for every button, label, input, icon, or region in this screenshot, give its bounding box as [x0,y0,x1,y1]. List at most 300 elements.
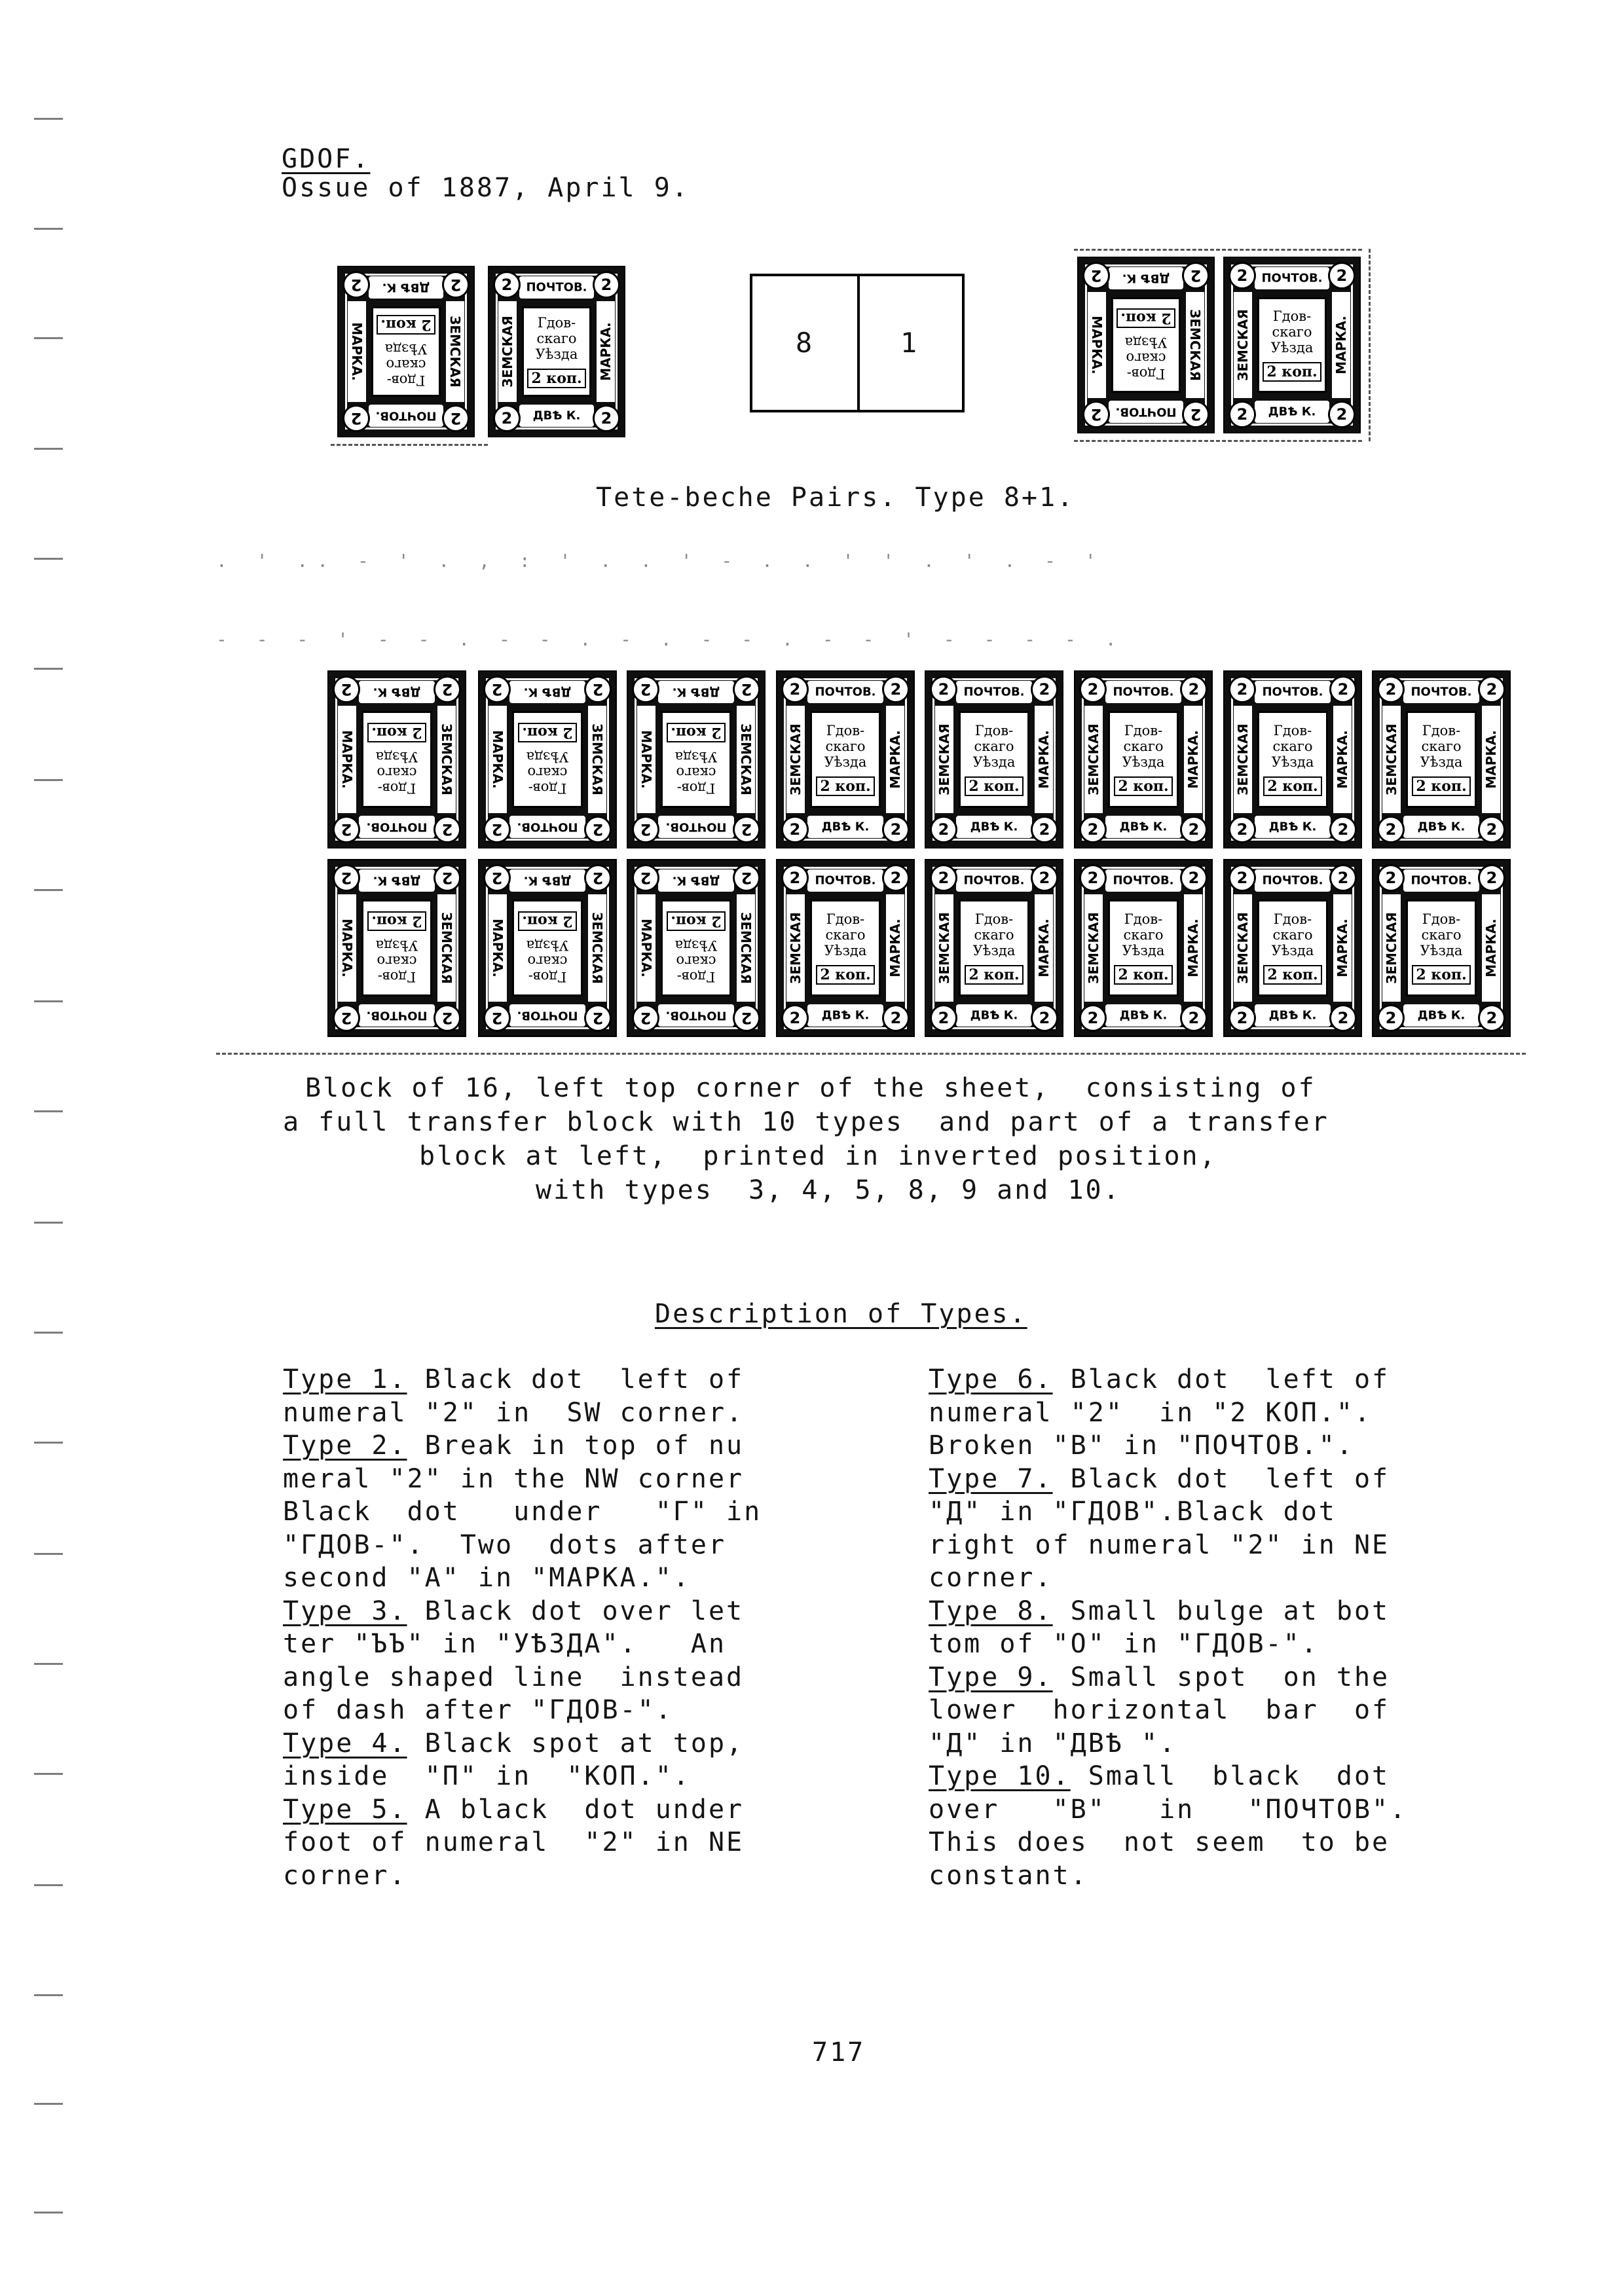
stamp-center-line: Гдов- [528,780,567,796]
stamp-bottom-band [519,405,594,427]
stamp-corner-numeral: 2 [1328,401,1356,428]
stamp-bottom-text: ДВѢ К. [1417,1008,1466,1023]
type-description: Black dot left of [407,1364,745,1394]
stamp-center-line: Уѣзда [1124,335,1168,350]
stamp-top-band [1109,401,1183,423]
stamp-bottom-text: ДВѢ К. [672,873,720,888]
stamp-left-text: ЗЕМСКАЯ [589,912,605,984]
stamp [327,859,466,1037]
stamp-corner-numeral: 2 [1377,864,1405,892]
type-description-line: ter "ЪЪ" in "УѢЗДА". An [283,1629,727,1659]
type-entry [283,1363,744,1396]
stamp-left-side [935,894,953,1002]
stamp-bottom-text: ДВѢ К. [821,1008,870,1023]
binder-mark [34,558,63,560]
stamp-corner-numeral: 2 [483,816,511,843]
stamp [1074,670,1213,848]
binder-mark [34,779,63,781]
stamp-center-line: Гдов- [1422,723,1461,738]
stamp-right-text: МАРКА. [1036,919,1052,977]
type-description-line: Broken "В" in "ПОЧТОВ.". [929,1430,1354,1461]
stamp-top-band [509,1004,585,1027]
stamp-center-line: Уѣзда [1122,754,1165,770]
stamp-right-text: МАРКА. [1185,919,1201,977]
type-description-line: "ГДОВ-". Two dots after [283,1529,727,1560]
type-description: Break in top of nu [407,1430,745,1461]
stamp-value: 2 коп. [1114,776,1172,796]
perforation-line [1074,440,1362,442]
stamp-center-line: скаго [974,738,1014,754]
stamp-center [1108,900,1179,996]
stamp-corner-numeral: 2 [483,1004,511,1032]
stamp-corner-numeral: 2 [493,271,521,299]
stamp [1223,859,1362,1037]
stamp-value: 2 коп. [1412,965,1470,985]
stamp-bottom-band [807,1004,883,1027]
stamp-left-text: ЗЕМСКАЯ [447,316,463,388]
stamp-center [361,900,432,996]
stamp [1372,859,1511,1037]
stamp-corner-numeral: 2 [781,676,809,703]
stamp [627,859,766,1037]
stamp-bottom-band [509,681,585,703]
stamp-corner-numeral: 2 [1031,1004,1058,1032]
stamp-center [1257,711,1328,808]
stamp-bottom-text: ДВѢ К. [1119,1008,1168,1023]
stamp [925,859,1063,1037]
stamp [1077,257,1215,433]
stamp-right-text: МАРКА. [339,730,355,789]
stamp-center [1406,900,1477,996]
stamp-center-line: Гдов- [974,723,1014,738]
stamp-left-text: ЗЕМСКАЯ [500,316,515,388]
type-description-line: numeral "2" in "2 КОП.". [929,1397,1373,1428]
stamp-top-text: ПОЧТОВ. [665,1008,727,1023]
stamp-right-text: МАРКА. [1333,316,1349,374]
stamp-top-band [509,816,585,838]
type-description-line: "Д" in "ГДОВ".Black dot [929,1497,1337,1527]
stamp-corner-numeral: 2 [434,676,461,703]
stamp-left-side [737,894,755,1002]
stamp [478,859,617,1037]
stamp-corner-numeral: 2 [930,1004,957,1032]
stamp-top-text: ПОЧТОВ. [815,685,876,699]
stamp-corner-numeral: 2 [1329,816,1357,843]
stamp-bottom-band [359,681,435,703]
stamp-corner-numeral: 2 [632,1004,659,1032]
stamp-corner-numeral: 2 [1478,816,1505,843]
stamp-right-text: МАРКА. [887,919,903,977]
stamp-bottom-text: ДВѢ К. [1417,820,1466,834]
stamp-center-line: скаго [974,927,1014,943]
stamp-center-line: Гдов- [1126,366,1166,382]
stamp-left-text: ЗЕМСКАЯ [589,723,605,795]
stamp-top-band [807,869,883,892]
type-entry [929,1595,1390,1628]
stamp-center [661,900,731,996]
stamp-top-text: ПОЧТОВ. [375,409,437,423]
stamp-top-text: ПОЧТОВ. [963,873,1025,888]
binder-mark [34,2212,63,2214]
stamp-bottom-text: ДВѢ К. [373,873,421,888]
stamp-bottom-text: ДВѢ К. [1268,405,1316,419]
type-description-line: over "В" in "ПОЧТОВ". [929,1794,1408,1825]
stamp-corner-numeral: 2 [1180,1004,1208,1032]
type-label: Type 9. [929,1662,1053,1692]
stamp-right-side [1035,894,1053,1002]
stamp-center-line: скаго [1272,738,1313,754]
stamp-bottom-band [1255,1004,1331,1027]
stamp-corner-numeral: 2 [930,816,957,843]
stamp-right-side [1333,894,1352,1002]
page-number: 717 [812,2037,866,2068]
stamp-left-side [1186,292,1204,398]
stamp [776,859,915,1037]
stamp-center [1406,711,1477,808]
stamp-center [810,900,881,996]
stamp-right-text: МАРКА. [887,730,903,789]
type-label: Type 1. [283,1364,407,1394]
stamp-center [1257,297,1327,393]
stamp [337,266,475,437]
stamp-value: 2 коп. [667,723,725,742]
perforation-line [1369,249,1371,441]
stamp-right-side [886,894,904,1002]
stamp-bottom-band [1255,816,1331,838]
stamp-corner-numeral: 2 [1377,1004,1405,1032]
stamp-center-line: Гдов- [1124,723,1163,738]
stamp-left-side [437,894,456,1002]
stamp-center-line: Уѣзда [526,749,569,765]
stamp-left-text: ЗЕМСКАЯ [1235,723,1251,795]
stamp-value: 2 коп. [518,723,576,742]
binder-mark [34,228,63,230]
type-description: Black dot over let [407,1595,745,1626]
stamp-left-text: ЗЕМСКАЯ [439,912,454,984]
stamp-center-line: Уѣзда [1420,943,1463,958]
stamp [1074,859,1213,1037]
stamp-top-text: ПОЧТОВ. [517,820,578,834]
stamp-left-text: ЗЕМСКАЯ [1086,723,1101,795]
stamp-value: 2 коп. [1263,965,1321,985]
stamp-value: 2 коп. [816,965,874,985]
stamp-center-line: скаго [377,953,417,969]
stamp-top-band [1255,267,1329,289]
stamp-center [959,900,1029,996]
stamp-left-text: ЗЕМСКАЯ [1384,723,1399,795]
stamp-corner-numeral: 2 [1180,676,1208,703]
stamp-corner-numeral: 2 [1031,816,1058,843]
stamp-center [1108,711,1179,808]
type-box-left-number: 8 [795,327,815,359]
stamp-right-text: МАРКА. [1335,730,1350,789]
stamp-center-line: Уѣзда [1420,754,1463,770]
stamp-bottom-text: ДВѢ К. [672,685,720,699]
stamp-corner-numeral: 2 [1329,1004,1357,1032]
stamp-center-line: Уѣзда [375,749,418,765]
stamp-corner-numeral: 2 [483,676,511,703]
stamp-top-band [369,405,443,427]
stamp-right-text: МАРКА. [638,919,654,977]
stamp-corner-numeral: 2 [733,816,760,843]
stamp-center-line: скаго [1421,927,1462,943]
stamp-right-side [637,894,655,1002]
stamp-top-text: ПОЧТОВ. [1113,685,1174,699]
type-description-line: This does not seem to be [929,1827,1390,1857]
stamp-center-line: Гдов- [537,315,576,331]
type-label: Type 6. [929,1364,1053,1394]
stamp-center-line: Уѣзда [824,943,867,958]
binder-mark [34,1222,63,1224]
sheet-margin-specks: . ' .. - ' . , : ' . . ' - . . ' ' . ' . - ' [216,550,1105,572]
stamp-center-line: Гдов- [1273,911,1312,927]
stamp [488,266,625,437]
stamp-top-band [1403,681,1479,703]
type-description-line: constant. [929,1860,1088,1891]
type-description-line: Black dot under "Г" in [283,1497,762,1527]
stamp-left-side [1234,292,1252,398]
stamp-bottom-band [1255,401,1329,423]
stamp-bottom-band [509,869,585,892]
stamp-center-line: скаго [1272,927,1313,943]
stamp-center-line: Гдов- [676,969,716,985]
stamp-bottom-band [1105,1004,1181,1027]
stamp-right-text: МАРКА. [1089,316,1105,374]
type-entry [283,1429,744,1462]
stamp-center [1257,900,1328,996]
stamp-corner-numeral: 2 [733,1004,760,1032]
stamp-center-line: скаго [1123,927,1164,943]
stamp-bottom-text: ДВѢ К. [532,409,581,423]
stamp-corner-numeral: 2 [584,1004,612,1032]
stamp [1372,670,1511,848]
stamp-top-text: ПОЧТОВ. [526,280,587,295]
type-description-line: right of numeral "2" in NE [929,1529,1390,1560]
type-description-line: inside "П" in "КОП.". [283,1761,691,1791]
stamp-bottom-band [807,816,883,838]
stamp [478,670,617,848]
stamp-corner-numeral: 2 [584,864,612,892]
stamp-left-side [1382,894,1401,1002]
stamp-corner-numeral: 2 [1031,864,1058,892]
type-entry [929,1661,1390,1694]
stamp [1223,670,1362,848]
stamp-value: 2 коп. [965,776,1023,796]
stamp-center-line: скаго [825,927,866,943]
binder-mark [34,118,63,120]
stamp-corner-numeral: 2 [333,1004,360,1032]
stamp-center-line: скаго [377,765,417,780]
stamp-corner-numeral: 2 [434,1004,461,1032]
stamp-value: 2 коп. [1263,362,1321,382]
stamp-corner-numeral: 2 [733,864,760,892]
stamp-corner-numeral: 2 [733,676,760,703]
stamp [1223,257,1361,433]
stamp-center [522,306,591,397]
stamp-right-text: МАРКА. [490,919,506,977]
stamp-corner-numeral: 2 [1478,1004,1505,1032]
stamp-corner-numeral: 2 [1228,262,1256,289]
stamp-corner-numeral: 2 [882,676,910,703]
stamp-corner-numeral: 2 [434,864,461,892]
type-entry [283,1595,744,1628]
stamp-right-text: МАРКА. [1335,919,1350,977]
stamp-value: 2 коп. [1116,308,1175,328]
type-description-line: foot of numeral "2" in NE [283,1827,745,1857]
stamp-top-text: ПОЧТОВ. [1411,873,1472,888]
type-description-line: corner. [929,1563,1053,1593]
stamp-value: 2 коп. [377,315,435,335]
stamp-center-line: скаго [1123,738,1164,754]
pairs-caption: Tete-beche Pairs. Type 8+1. [596,483,1075,513]
stamp-top-text: ПОЧТОВ. [1262,873,1323,888]
binder-mark [34,1332,63,1334]
stamp-center-line: Уѣзда [972,754,1016,770]
type-entry [929,1363,1390,1396]
stamp-left-side [588,894,606,1002]
type-label: Type 10. [929,1761,1071,1791]
stamp-bottom-text: ДВѢ К. [523,873,572,888]
stamp-corner-numeral: 2 [781,1004,809,1032]
stamp-center-line: Гдов- [676,780,716,796]
stamp-center-line: Гдов- [1124,911,1163,927]
stamp-center [371,306,441,397]
stamp-corner-numeral: 2 [930,676,957,703]
stamp [925,670,1063,848]
stamp-right-side [637,706,655,813]
perforation-line [1074,249,1362,251]
block-caption-line: with types 3, 4, 5, 8, 9 and 10. [536,1175,1121,1205]
stamp-center-line: Уѣзда [526,938,569,953]
stamp-value: 2 коп. [816,776,874,796]
binder-mark [34,1884,63,1886]
type-description: Small black dot [1070,1761,1390,1791]
stamp-right-text: МАРКА. [1483,730,1499,789]
perforation-line [331,444,488,446]
stamp-bottom-text: ДВѢ К. [1268,820,1317,834]
stamp-top-band [956,869,1032,892]
stamp-corner-numeral: 2 [632,676,659,703]
stamp-left-side [935,706,953,813]
stamp-right-text: МАРКА. [490,730,506,789]
stamp-center-line: Уѣзда [1270,340,1314,355]
stamp-center-line: Уѣзда [674,938,718,953]
stamp-corner-numeral: 2 [1478,676,1505,703]
stamp-center-line: скаго [1126,350,1166,366]
stamp-value: 2 коп. [518,911,576,931]
stamp-right-side [597,301,615,402]
type-label: Type 3. [283,1595,407,1626]
stamp-bottom-band [956,1004,1032,1027]
stamp-center [361,711,432,808]
stamp-corner-numeral: 2 [1079,816,1107,843]
stamp-left-text: ЗЕМСКАЯ [439,723,454,795]
stamp-center-line: Уѣзда [1122,943,1165,958]
stamp-top-text: ПОЧТОВ. [963,685,1025,699]
type-label: Type 5. [283,1794,407,1825]
stamp-top-band [658,1004,734,1027]
binder-mark [34,1773,63,1775]
stamp-value: 2 коп. [367,723,426,742]
stamp-bottom-band [658,869,734,892]
type-label: Type 7. [929,1463,1053,1494]
type-entry [929,1760,1390,1793]
stamp-corner-numeral: 2 [434,816,461,843]
stamp-corner-numeral: 2 [593,405,620,432]
stamp-center-line: Уѣзда [1271,943,1314,958]
stamp-left-text: ЗЕМСКАЯ [936,912,952,984]
binder-mark [34,337,63,339]
stamp-left-side [1234,894,1252,1002]
stamp-corner-numeral: 2 [1377,816,1405,843]
stamp [327,670,466,848]
type-position-box [750,274,965,412]
stamp-top-band [1255,681,1331,703]
stamp-bottom-text: ДВѢ К. [523,685,572,699]
stamp-bottom-text: ДВѢ К. [1122,271,1170,285]
stamp-left-text: ЗЕМСКАЯ [936,723,952,795]
stamp-bottom-text: ДВѢ К. [1268,1008,1317,1023]
stamp-bottom-text: ДВѢ К. [382,280,430,295]
stamp-top-text: ПОЧТОВ. [1261,271,1323,285]
stamp-right-side [1482,894,1500,1002]
stamp-top-band [658,816,734,838]
stamp-right-text: МАРКА. [598,322,614,381]
stamp-corner-numeral: 2 [1180,864,1208,892]
stamp-left-side [1084,706,1103,813]
stamp-center-line: Уѣзда [1271,754,1314,770]
type-description-line: meral "2" in the NW corner [283,1463,745,1494]
stamp-value: 2 коп. [527,369,585,388]
stamp-corner-numeral: 2 [1329,676,1357,703]
type-description-line: angle shaped line instead [283,1662,745,1692]
stamp-corner-numeral: 2 [1082,262,1110,289]
stamp-corner-numeral: 2 [1180,816,1208,843]
stamp-top-text: ПОЧТОВ. [366,1008,428,1023]
stamp-bottom-band [359,869,435,892]
stamp-center-line: Гдов- [1273,723,1312,738]
stamp-center-line: Уѣзда [384,341,428,357]
stamp-corner-numeral: 2 [593,271,620,299]
stamp-value: 2 коп. [1114,965,1172,985]
stamp-corner-numeral: 2 [632,816,659,843]
block-caption-line: a full transfer block with 10 types and part of a transfer [283,1107,1329,1137]
stamp-top-text: ПОЧТОВ. [1262,685,1323,699]
stamp-left-side [737,706,755,813]
type-entry [929,1463,1390,1495]
block-caption-line: block at left, printed in inverted position, [419,1141,1217,1171]
binder-mark [34,1442,63,1444]
stamp-top-text: ПОЧТОВ. [665,820,727,834]
stamp-value: 2 коп. [1263,776,1321,796]
stamp-left-text: ЗЕМСКАЯ [1235,309,1251,381]
stamp-center-line: скаго [676,765,716,780]
stamp-center-line: Гдов- [826,911,865,927]
stamp-center [1111,297,1181,393]
stamp-right-side [1482,706,1500,813]
stamp-center-line: скаго [527,953,568,969]
stamp-bottom-band [1109,267,1183,289]
stamp-right-side [886,706,904,813]
stamp-corner-numeral: 2 [781,864,809,892]
stamp-left-text: ЗЕМСКАЯ [1235,912,1251,984]
stamp-left-text: ЗЕМСКАЯ [738,723,754,795]
type-description-line: of dash after "ГДОВ-". [283,1695,673,1725]
stamp-corner-numeral: 2 [882,864,910,892]
stamp-left-side [498,301,517,402]
stamp-corner-numeral: 2 [1478,864,1505,892]
stamp-left-side [786,894,805,1002]
